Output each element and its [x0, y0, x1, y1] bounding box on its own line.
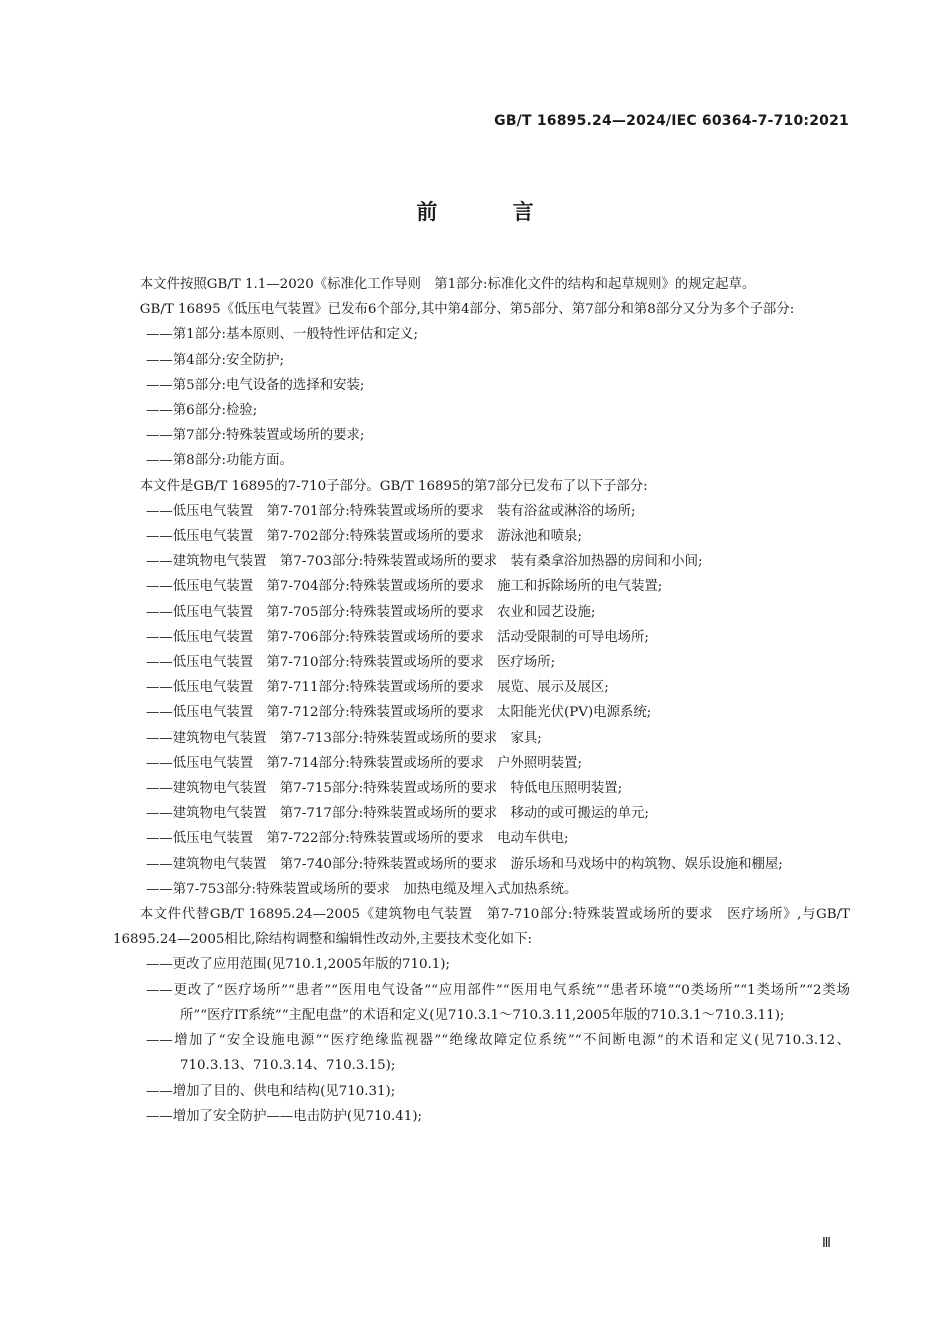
list-item-subpart: ——建筑物电气装置 第7-715部分:特殊装置或场所的要求 特低电压照明装置;: [146, 781, 623, 797]
list-item-subpart: ——低压电气装置 第7-722部分:特殊装置或场所的要求 电动车供电;: [146, 831, 569, 847]
list-item-subpart: ——低压电气装置 第7-706部分:特殊装置或场所的要求 活动受限制的可导电场所;: [146, 629, 649, 645]
list-item-subpart: ——低压电气装置 第7-701部分:特殊装置或场所的要求 装有浴盆或淋浴的场所;: [146, 503, 636, 519]
list-item-part: ——第6部分:检验;: [146, 403, 258, 419]
list-item-part: ——第1部分:基本原则、一般特性评估和定义;: [146, 327, 418, 343]
list-item-change: ——增加了安全防护——电击防护(见710.41);: [146, 1108, 423, 1124]
list-item-change: ——更改了应用范围(见710.1,2005年版的710.1);: [146, 957, 451, 973]
list-item-subpart: ——第7-753部分:特殊装置或场所的要求 加热电缆及埋入式加热系统。: [146, 881, 578, 897]
list-item-subpart: ——建筑物电气装置 第7-703部分:特殊装置或场所的要求 装有桑拿浴加热器的房间和小间;: [146, 554, 703, 570]
standard-code-header: GB/T 16895.24—2024/IEC 60364-7-710:2021: [494, 113, 849, 129]
list-item-subpart: ——建筑物电气装置 第7-713部分:特殊装置或场所的要求 家具;: [146, 730, 542, 746]
list-item-subpart: ——建筑物电气装置 第7-740部分:特殊装置或场所的要求 游乐场和马戏场中的构筑物、娱乐设施和棚屋;: [146, 856, 783, 872]
list-item-change: ——更改了“医疗场所”“患者”“医用电气设备”“应用部件”“医用电气系统”“患者环境”“0类场所”“1类场所”“2类场所”“医疗IT系统”“主配电盘”的术语和定义(见710.3.1～710.3.11,2005年版的710.3.1～710.3.11);: [146, 982, 850, 1023]
list-item-subpart: ——低压电气装置 第7-704部分:特殊装置或场所的要求 施工和拆除场所的电气装置;: [146, 579, 663, 595]
paragraph-replacement-notice: 本文件代替GB/T 16895.24—2005《建筑物电气装置 第7-710部分:特殊装置或场所的要求 医疗场所》,与GB/T 16895.24—2005相比,除结构调整和编辑性改动外,主要技术变化如下:: [113, 907, 850, 948]
list-item-part: ——第8部分:功能方面。: [146, 453, 293, 469]
paragraph-drafting-basis: 本文件按照GB/T 1.1—2020《标准化工作导则 第1部分:标准化文件的结构和起草规则》的规定起草。: [139, 277, 756, 292]
list-item-subpart: ——低压电气装置 第7-714部分:特殊装置或场所的要求 户外照明装置;: [146, 755, 582, 771]
list-item-change: ——增加了目的、供电和结构(见710.31);: [146, 1083, 396, 1099]
document-body: [113, 272, 850, 1129]
list-item-part: ——第4部分:安全防护;: [146, 352, 285, 368]
list-item-part: ——第5部分:电气设备的选择和安装;: [146, 377, 365, 393]
list-item-subpart: ——低压电气装置 第7-712部分:特殊装置或场所的要求 太阳能光伏(PV)电源系统;: [146, 705, 652, 721]
paragraph-series-overview: GB/T 16895《低压电气装置》已发布6个部分,其中第4部分、第5部分、第7部分和第8部分又分为多个子部分:: [139, 302, 795, 318]
list-item-part: ——第7部分:特殊装置或场所的要求;: [146, 428, 365, 444]
list-item-subpart: ——低压电气装置 第7-705部分:特殊装置或场所的要求 农业和园艺设施;: [146, 604, 596, 620]
list-item-subpart: ——低压电气装置 第7-710部分:特殊装置或场所的要求 医疗场所;: [146, 655, 556, 671]
list-item-change: ——增加了“安全设施电源”“医疗绝缘监视器”“绝缘故障定位系统”“不间断电源”的术语和定义(见710.3.12、710.3.13、710.3.14、710.3.15);: [146, 1033, 850, 1074]
list-item-subpart: ——低压电气装置 第7-711部分:特殊装置或场所的要求 展览、展示及展区;: [146, 680, 609, 696]
list-item-subpart: ——低压电气装置 第7-702部分:特殊装置或场所的要求 游泳池和喷泉;: [146, 529, 582, 545]
page-number: Ⅲ: [822, 1236, 831, 1251]
page-title: 前 言: [416, 200, 568, 224]
list-item-subpart: ——建筑物电气装置 第7-717部分:特殊装置或场所的要求 移动的或可搬运的单元;: [146, 806, 649, 822]
paragraph-subpart-intro: 本文件是GB/T 16895的7-710子部分。GB/T 16895的第7部分已发布了以下子部分:: [139, 478, 648, 494]
